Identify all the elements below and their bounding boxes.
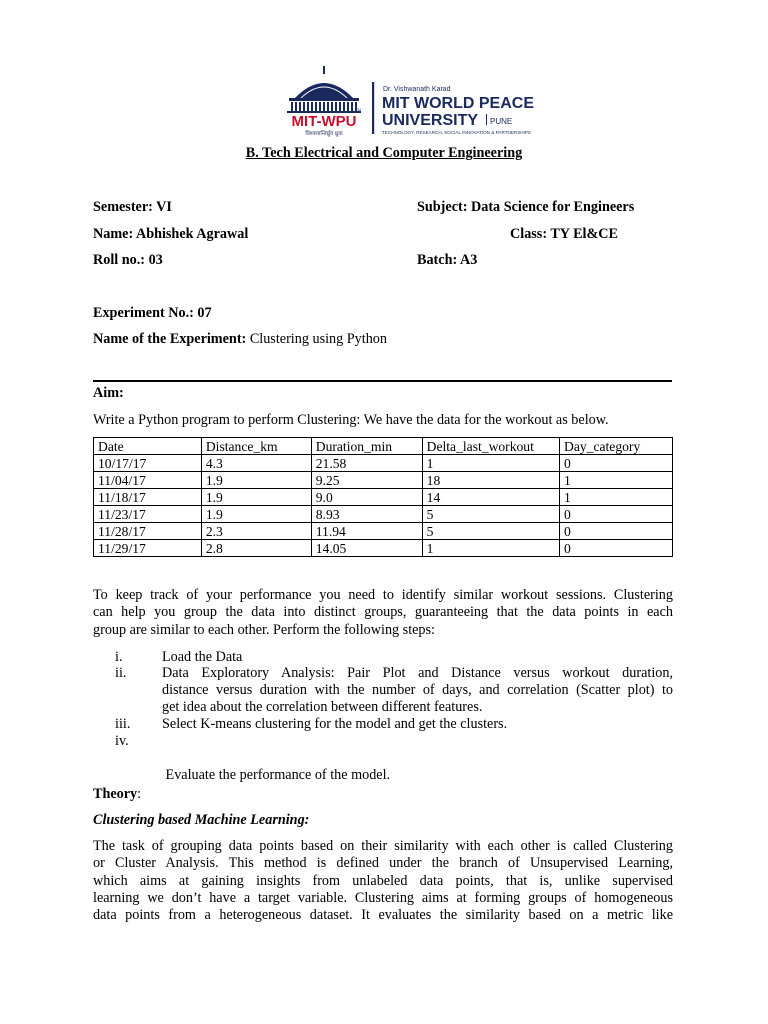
- theory-heading-colon: :: [137, 786, 142, 802]
- aim-text: Write a Python program to perform Clustering: We have the data for the workout as below.: [93, 412, 609, 428]
- table-cell: 14.05: [311, 540, 422, 557]
- table-cell: 9.0: [311, 489, 422, 506]
- dome-emblem-icon: [287, 66, 361, 113]
- table-row: [94, 523, 673, 540]
- paragraph-line: To keep track of your performance you need to identify similar workout sessions. Clustering: [93, 587, 673, 603]
- paragraph-line: which aims at gaining insights from unlabeled data points, that is, unlike supervised: [93, 872, 673, 889]
- table-cell: 1: [560, 489, 673, 506]
- paragraph-line: data points from a heterogeneous dataset. It evaluates the similarity based on a metric like: [93, 907, 673, 924]
- university-tagline: TECHNOLOGY, RESEARCH, SOCIAL INNOVATION & PARTNERSHIPS: [382, 130, 531, 135]
- table-cell: 11/29/17: [94, 540, 202, 557]
- svg-text:Dr. Vishwanath Karad: Dr. Vishwanath Karad: [383, 86, 451, 93]
- table-header-row: [94, 438, 673, 455]
- experiment-name-value: Clustering using Python: [246, 331, 387, 347]
- table-cell: 4.3: [201, 455, 311, 472]
- table-row: [94, 472, 673, 489]
- theory-heading-label: Theory: [93, 786, 138, 802]
- list-item: [162, 649, 673, 666]
- table-cell: 1: [422, 540, 559, 557]
- table-row: [94, 489, 673, 506]
- experiment-name: [93, 331, 387, 348]
- table-cell: 1: [422, 455, 559, 472]
- university-logo: [283, 64, 545, 140]
- university-name-line1: MIT WORLD PEACE: [382, 95, 534, 112]
- table-cell: 0: [560, 523, 673, 540]
- table-header-cell: Day_category: [560, 438, 673, 455]
- table-header-cell: Duration_min: [311, 438, 422, 455]
- class-label: Class: TY El&CE: [510, 226, 618, 242]
- semester-label: Semester: VI: [93, 199, 172, 215]
- mit-wpu-wordmark: MIT-WPU: [291, 113, 357, 130]
- course-title: B. Tech Electrical and Computer Engineering: [245, 145, 523, 161]
- table-cell: 2.3: [201, 523, 311, 540]
- list-number: iii.: [115, 716, 131, 732]
- list-number: iv.: [115, 733, 129, 749]
- experiment-name-label: Name of the Experiment:: [93, 331, 247, 347]
- table-cell: 11/18/17: [94, 489, 202, 506]
- table-cell: 1.9: [201, 472, 311, 489]
- list-number: ii.: [115, 665, 127, 681]
- logo-divider: [372, 82, 374, 134]
- sanskrit-tagline: विश्वशान्तिर्ध्रुवं ध्रुवा: [305, 131, 343, 137]
- paragraph-line: or Cluster Analysis. This method is defined under the branch of Unsupervised Learning,: [93, 855, 673, 872]
- table-row: [94, 540, 673, 557]
- intro-paragraph: [93, 587, 673, 639]
- horizontal-rule: [93, 380, 672, 382]
- table-cell: 14: [422, 489, 559, 506]
- student-name-label: Name: Abhishek Agrawal: [93, 226, 249, 242]
- table-header-cell: Distance_km: [201, 438, 311, 455]
- table-cell: 2.8: [201, 540, 311, 557]
- table-cell: 18: [422, 472, 559, 489]
- list-line: Select K-means clustering for the model and get the clusters.: [162, 716, 508, 732]
- table-cell: 11/04/17: [94, 472, 202, 489]
- svg-text:PUNE: PUNE: [490, 117, 513, 126]
- batch-label: Batch: A3: [417, 252, 478, 268]
- table-cell: 11/23/17: [94, 506, 202, 523]
- table-cell: 9.25: [311, 472, 422, 489]
- table-header-cell: Date: [94, 438, 202, 455]
- table-cell: 0: [560, 506, 673, 523]
- experiment-number: Experiment No.: 07: [93, 305, 212, 321]
- table-cell: 5: [422, 506, 559, 523]
- list-item: [162, 665, 673, 716]
- list-line: Data Exploratory Analysis: Pair Plot and Distance versus workout duration,: [162, 665, 673, 681]
- table-cell: 0: [560, 540, 673, 557]
- list-line: Load the Data: [162, 649, 243, 665]
- paragraph-line: The task of grouping data points based on their similarity with each other is called Clustering: [93, 838, 673, 854]
- table-cell: 0: [560, 455, 673, 472]
- list-line: distance versus duration with the number of days, and correlation (Scatter plot) to: [162, 682, 673, 698]
- paragraph-line: can help you group the data into distinct groups, guaranteeing that the data points in each: [93, 604, 673, 621]
- list-item: [162, 733, 673, 801]
- list-number: i.: [115, 649, 123, 665]
- table-cell: 10/17/17: [94, 455, 202, 472]
- table-cell: 8.93: [311, 506, 422, 523]
- table-cell: 1.9: [201, 506, 311, 523]
- list-line: get idea about the correlation between different features.: [162, 699, 483, 715]
- aim-heading: Aim:: [93, 385, 124, 401]
- table-cell: 11.94: [311, 523, 422, 540]
- workout-data-table: [93, 437, 673, 557]
- paragraph-line: learning we don’t have a target variable. Clustering aims at forming groups of homogeneous: [93, 889, 673, 906]
- table-cell: 1.9: [201, 489, 311, 506]
- subject-label: Subject: Data Science for Engineers: [417, 199, 635, 215]
- paragraph-line: group are similar to each other. Perform the following steps:: [93, 621, 435, 638]
- university-name-line2: UNIVERSITY: [382, 112, 479, 129]
- table-cell: 11/28/17: [94, 523, 202, 540]
- table-header-cell: Delta_last_workout: [422, 438, 559, 455]
- table-row: [94, 506, 673, 523]
- table-row: [94, 455, 673, 472]
- roll-number-label: Roll no.: 03: [93, 252, 163, 268]
- list-line: Evaluate the performance of the model.: [162, 767, 391, 783]
- table-cell: 1: [560, 472, 673, 489]
- table-cell: 21.58: [311, 455, 422, 472]
- mit-wpu-logo-graphic: [283, 64, 545, 140]
- theory-subheading: Clustering based Machine Learning:: [93, 812, 310, 828]
- list-item: [162, 716, 673, 733]
- table-cell: 5: [422, 523, 559, 540]
- theory-heading: [93, 786, 141, 803]
- theory-paragraph: [93, 838, 673, 924]
- svg-text:TM: TM: [355, 107, 361, 112]
